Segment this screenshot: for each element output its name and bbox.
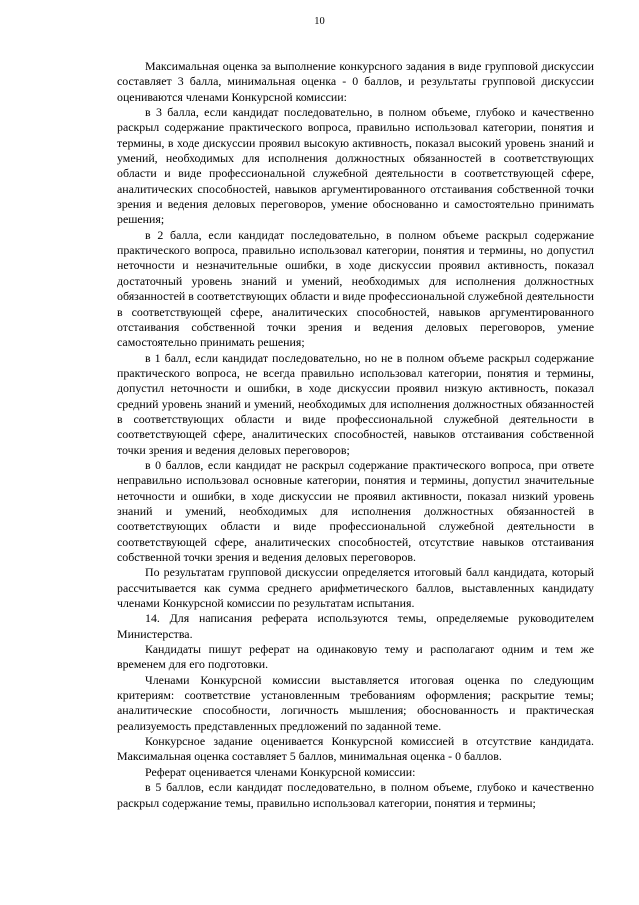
paragraph-essay-score-5: в 5 баллов, если кандидат последовательно, в полном объеме, глубоко и качественно раскрыл содержание темы, правильно использовал категории, понятия и термины; (117, 780, 594, 810)
paragraph-item-14-essay-topics: 14. Для написания реферата используются темы, определяемые руководителем Министерства. (117, 611, 594, 641)
paragraph-score-1: в 1 балл, если кандидат последовательно, но не в полном объеме раскрыл содержание практического вопроса, не всегда правильно использовал категории, понятия и термины, допустил неточности и ошибки, в ходе дискуссии проявил низкую активность, показал средний уровень знаний и умений, необходимых для исполнения должностных обязанностей в соответствующих области и виде профессиональной служебной деятельности в соответствующей сфере, аналитических способностей, навыков отстаивания собственной точки зрения и ведения деловых переговоров; (117, 350, 594, 457)
paragraph-essay-evaluation: Конкурсное задание оценивается Конкурсной комиссией в отсутствие кандидата. Максимальная оценка составляет 5 баллов, минимальная оценка - 0 баллов. (117, 734, 594, 764)
page-number: 10 (314, 16, 325, 27)
paragraph-essay-same-topic: Кандидаты пишут реферат на одинаковую тему и располагают одним и тем же временем для его подготовки. (117, 642, 594, 672)
paragraph-score-3: в 3 балла, если кандидат последовательно, в полном объеме, глубоко и качественно раскрыл содержание практического вопроса, правильно использовал категории, понятия и термины, в ходе дискуссии проявил высокую активность, показал высокий уровень знаний и умений, необходимых для исполнения должностных обязанностей в соответствующих области и виде профессиональной служебной деятельности в соответствующей сфере, аналитических способностей, навыков аргументированного отстаивания собственной точки зрения и ведения деловых переговоров, умение обоснованно и самостоятельно принимать решения; (117, 105, 594, 227)
paragraph-final-score: По результатам групповой дискуссии определяется итоговый балл кандидата, который рассчитывается как сумма среднего арифметического баллов, выставленных кандидату членами Конкурсной комиссии по результатам испытания. (117, 565, 594, 611)
paragraph-essay-criteria: Членами Конкурсной комиссии выставляется итоговая оценка по следующим критериям: соответствие установленным требованиям оформления; раскрытие темы; аналитические способности, логичность мышления; обоснованность и практическая реализуемость представленных предложений по заданной теме. (117, 672, 594, 733)
document-body (117, 59, 594, 811)
paragraph-score-0: в 0 баллов, если кандидат не раскрыл содержание практического вопроса, при ответе неправильно использовал основные категории, понятия и термины, допустил значительные неточности и ошибки, в ходе дискуссии не проявил активности, показал низкий уровень знаний и умений, необходимых для исполнения должностных обязанностей в соответствующих области и виде профессиональной служебной деятельности в соответствующей сфере, аналитических способностей, отсутствие навыков отстаивания собственной точки зрения и ведения деловых переговоров. (117, 457, 594, 564)
paragraph-essay-evaluated-by: Реферат оценивается членами Конкурсной комиссии: (145, 764, 416, 779)
paragraph-score-2: в 2 балла, если кандидат последовательно, в полном объеме раскрыл содержание практического вопроса, правильно использовал категории, понятия и термины, но допустил неточности и незначительные ошибки, в ходе дискуссии проявил активность, показал достаточный уровень знаний и умений, необходимых для исполнения должностных обязанностей в соответствующих области и виде профессиональной служебной деятельности в соответствующей сфере, аналитических способностей, навыков аргументированного отстаивания собственной точки зрения и ведения деловых переговоров, умение самостоятельно принимать решения; (117, 227, 594, 350)
paragraph-group-discussion-max-score: Максимальная оценка за выполнение конкурсного задания в виде групповой дискуссии составляет 3 балла, минимальная оценка - 0 баллов, и результаты групповой дискуссии оцениваются членами Конкурсной комиссии: (117, 59, 594, 104)
